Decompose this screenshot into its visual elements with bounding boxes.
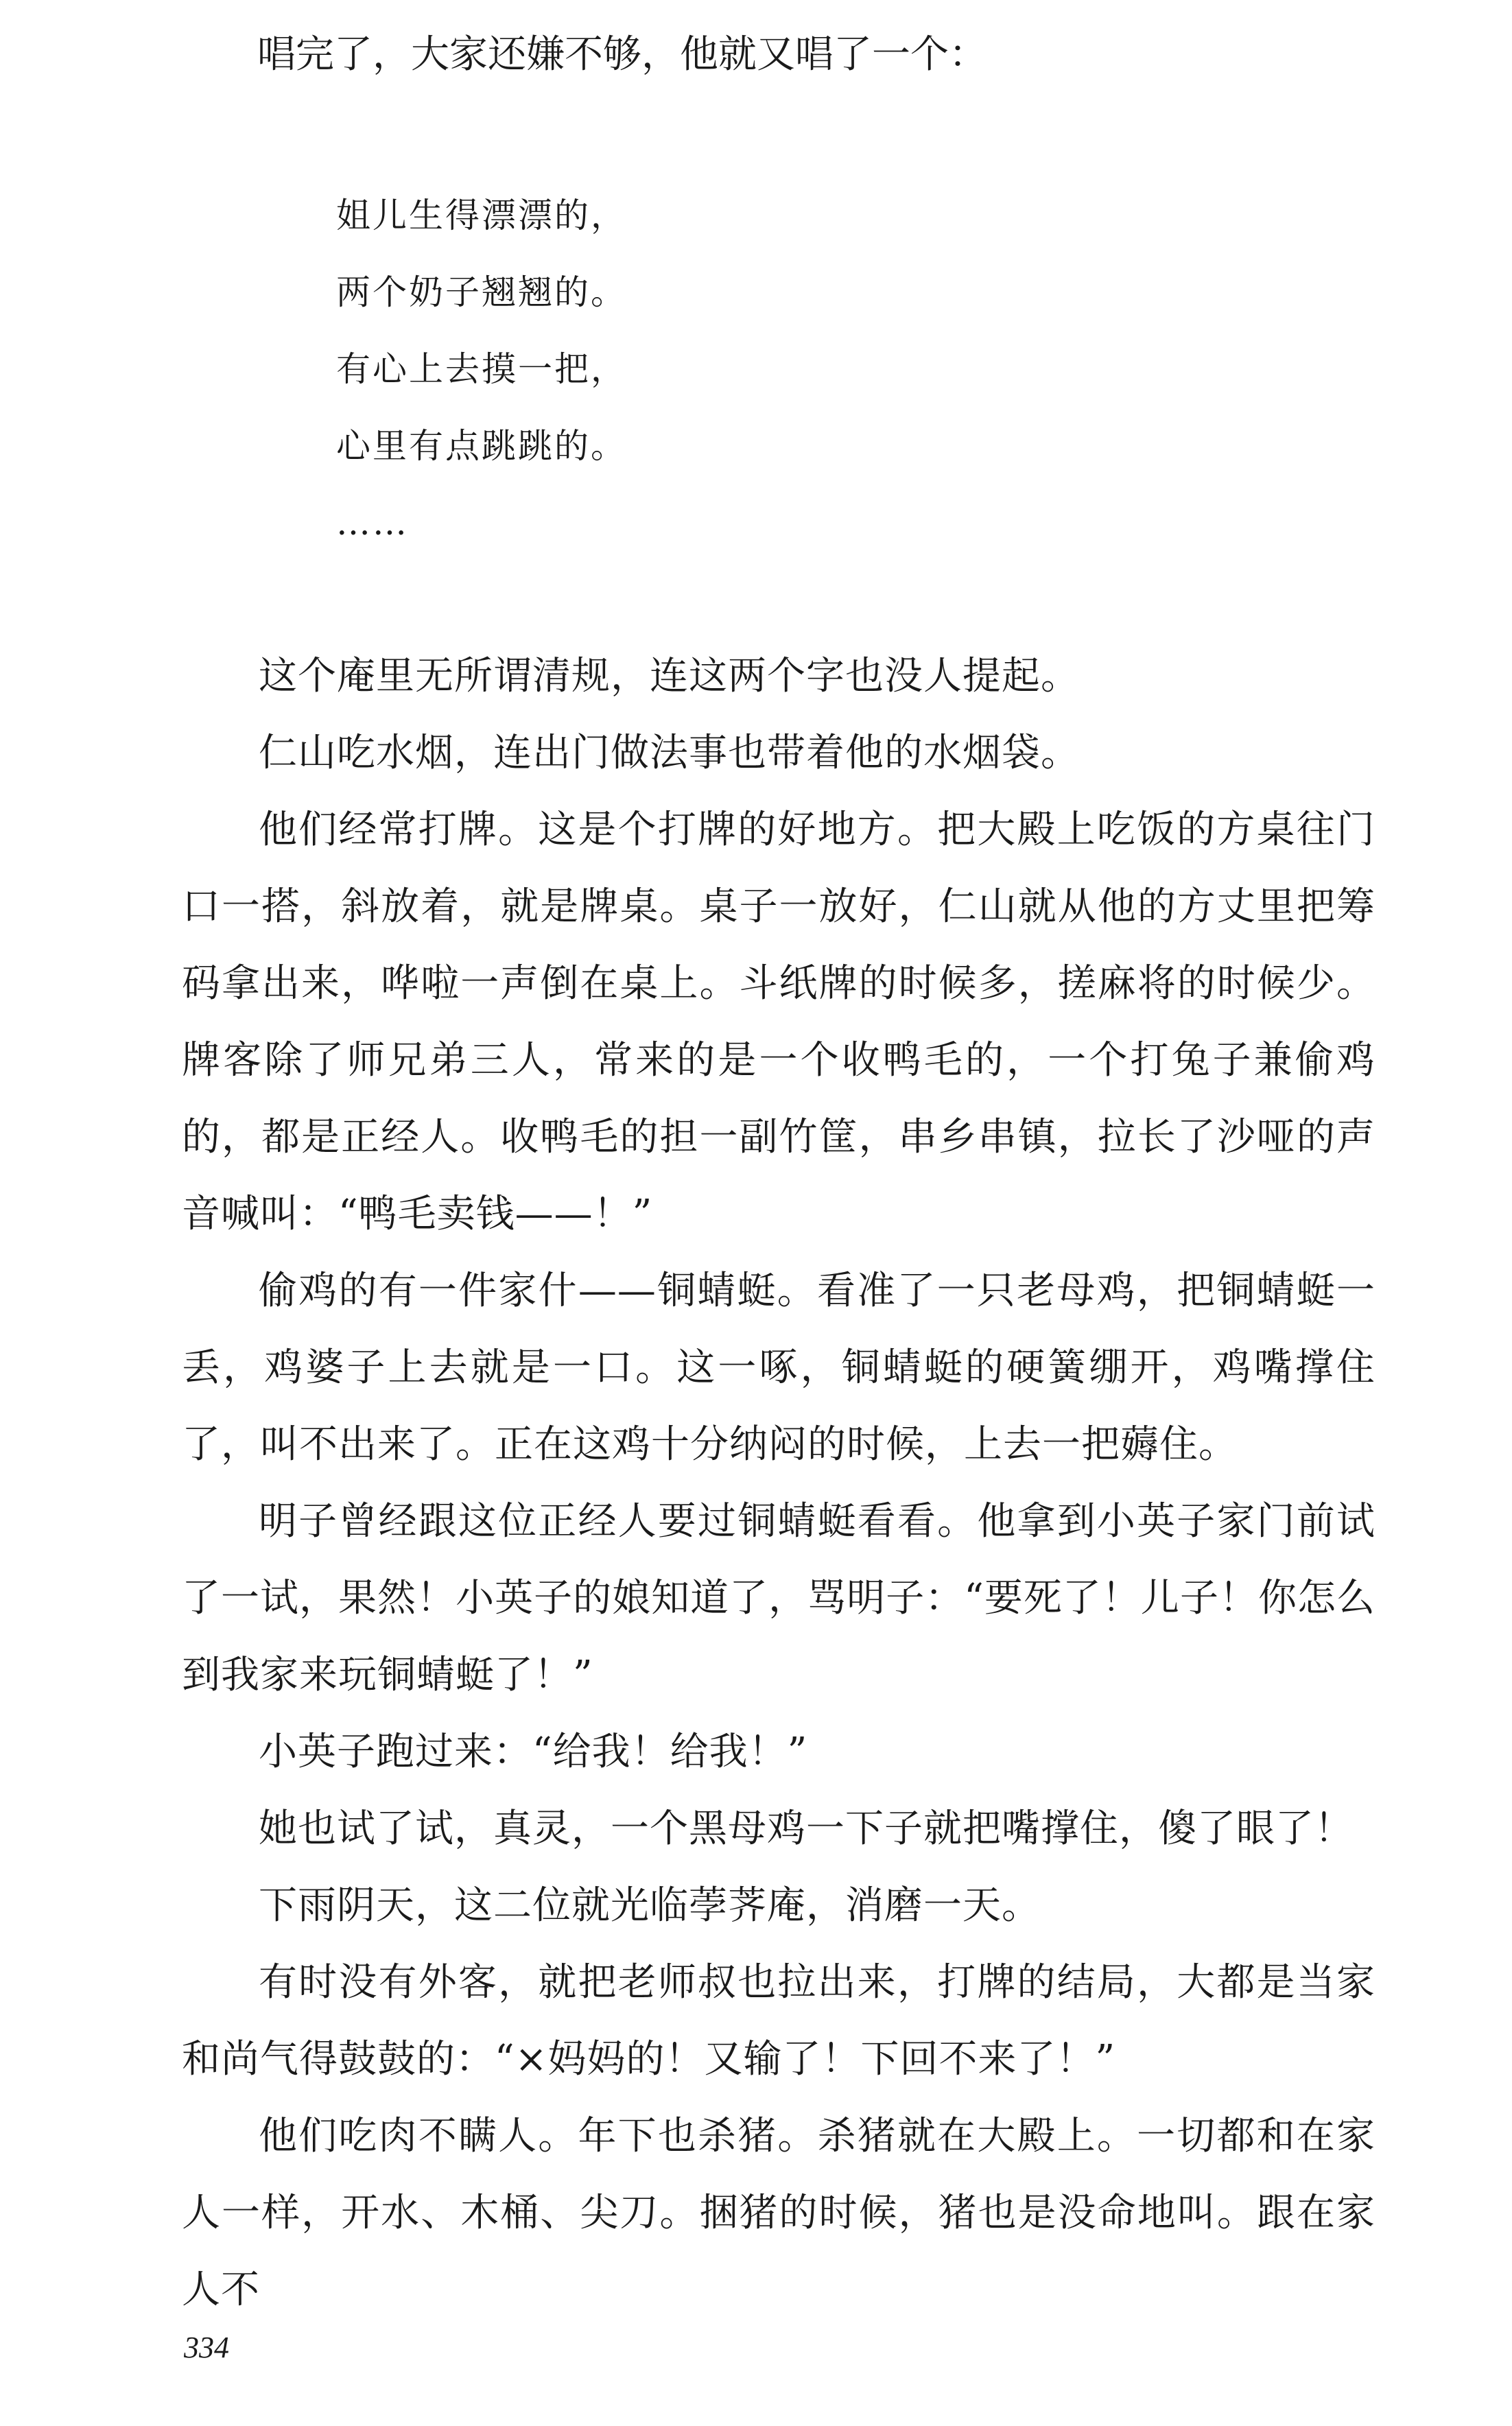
verse-ellipsis: …… xyxy=(336,503,409,543)
intro-line: 唱完了，大家还嫌不够，他就又唱了一个： xyxy=(257,32,987,77)
verse-line: 两个奶子翘翘的。 xyxy=(336,272,627,312)
body-text xyxy=(182,638,1375,2329)
paragraph: 她也试了试，真灵，一个黑母鸡一下子就把嘴撑住，傻了眼了！ xyxy=(259,1806,1354,1851)
paragraph: 偷鸡的有一件家什——铜蜻蜓。看准了一只老母鸡，把铜蜻蜓一丢，鸡婆子上去就是一口。这一啄，铜蜻蜓的硬簧绷开，鸡嘴撑住了，叫不出来了。正在这鸡十分纳闷的时候，上去一把薅住。 xyxy=(182,1269,1375,1467)
paragraph: 有时没有外客，就把老师叔也拉出来，打牌的结局，大都是当家和尚气得鼓鼓的：“×妈妈的！又输了！下回不来了！” xyxy=(182,1960,1375,2082)
verse-line: 心里有点跳跳的。 xyxy=(336,426,627,466)
song-verse xyxy=(336,177,627,561)
paragraph: 仁山吃水烟，连出门做法事也带着他的水烟袋。 xyxy=(259,731,1080,775)
page-number: 334 xyxy=(184,2331,229,2364)
paragraph: 他们吃肉不瞒人。年下也杀猪。杀猪就在大殿上。一切都和在家人一样，开水、木桶、尖刀。捆猪的时候，猪也是没命地叫。跟在家人不 xyxy=(182,2114,1375,2312)
paragraph: 明子曾经跟这位正经人要过铜蜻蜓看看。他拿到小英子家门前试了一试，果然！小英子的娘知道了，骂明子：“要死了！儿子！你怎么到我家来玩铜蜻蜓了！” xyxy=(182,1499,1375,1697)
paragraph: 他们经常打牌。这是个打牌的好地方。把大殿上吃饭的方桌往门口一搭，斜放着，就是牌桌。桌子一放好，仁山就从他的方丈里把筹码拿出来，哗啦一声倒在桌上。斗纸牌的时候多，搓麻将的时候少。牌客除了师兄弟三人，常来的是一个收鸭毛的，一个打兔子兼偷鸡的，都是正经人。收鸭毛的担一副竹筐，串乡串镇，拉长了沙哑的声音喊叫：“鸭毛卖钱——！” xyxy=(182,808,1375,1236)
verse-line: 有心上去摸一把， xyxy=(336,349,627,389)
paragraph: 下雨阴天，这二位就光临荸荠庵，消磨一天。 xyxy=(259,1883,1041,1928)
paragraph: 小英子跑过来：“给我！给我！” xyxy=(259,1730,808,1774)
paragraph: 这个庵里无所谓清规，连这两个字也没人提起。 xyxy=(259,654,1080,698)
verse-line: 姐儿生得漂漂的， xyxy=(336,196,627,235)
